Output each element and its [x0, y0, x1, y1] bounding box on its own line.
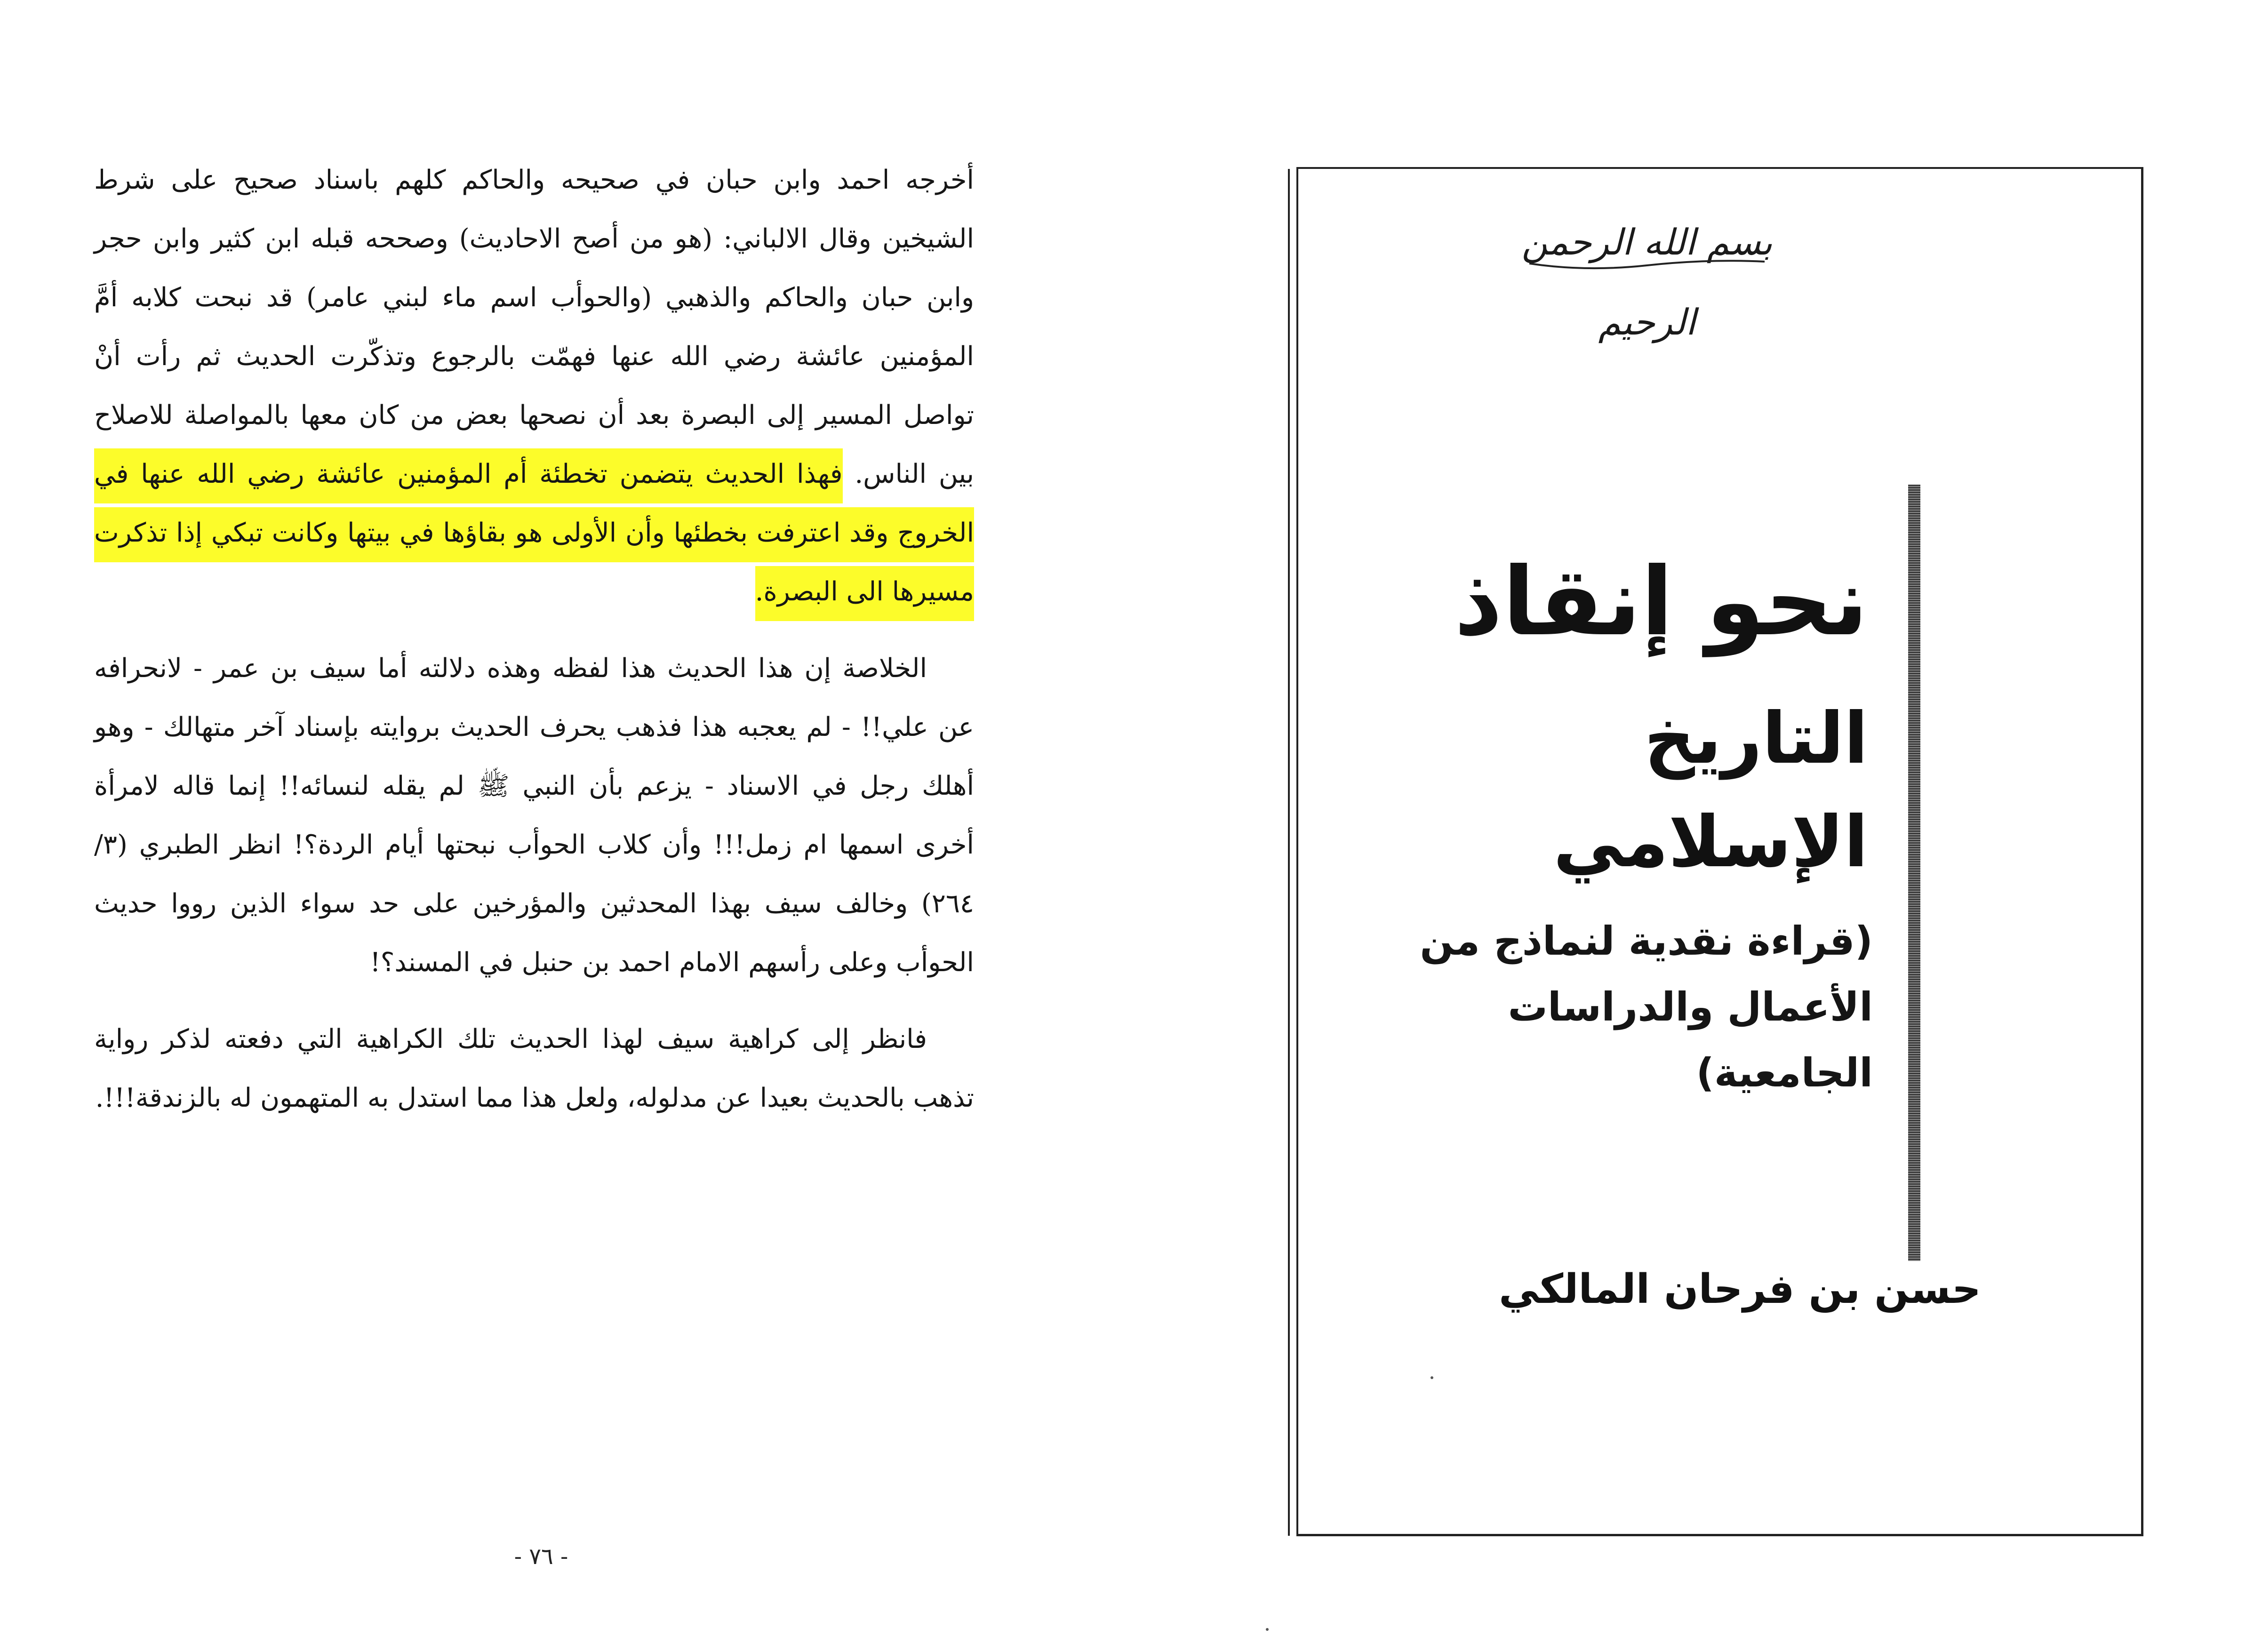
highlighted-passage: فهذا الحديث يتضمن تخطئة أم المؤمنين عائشة رضي الله عنها في الخروج وقد اعترفت بخطئها وأن الأولى هو بقاؤها في بيتها وكانت تبكي إذا تذكرت مسيرها الى البصرة.: [94, 448, 974, 621]
left-page: [94, 141, 974, 1506]
paragraph-2-text: الخلاصة إن هذا الحديث هذا لفظه وهذه دلالته أما سيف بن عمر - لانحرافه عن علي!! - لم يعجبه هذا فذهب يحرف الحديث بروايته بإسناد آخر متهالك - وهو أهلك رجل في الاسناد - يزعم بأن النبي ﷺ لم يقله لنسائه!! إنما قاله لامرأة أخرى اسمها ام زمل!!! وأن كلاب الحوأب نبحتها أيام الردة؟! انظر الطبري (٣/ ٢٦٤) وخالف سيف بهذا المحدثين والمؤرخين على حد سواء الذين رووا حديث الحوأب وعلى رأسهم الامام احمد بن حنبل في المسند؟!: [94, 653, 974, 978]
paragraph-1-text: أخرجه احمد وابن حبان في صحيحه والحاكم كلهم باسناد صحيح على شرط الشيخين وقال الالباني: (هو من أصح الاحاديث) وصححه قبله ابن كثير وابن حجر وابن حبان والحاكم والذهبي (والحوأب اسم ماء لبني عامر) قد نبحت كلابه أمَّ المؤمنين عائشة رضي الله عنها فهمّت بالرجوع وتذكّرت الحديث ثم رأت أنْ تواصل المسير إلى البصرة بعد أن نصحها بعض من كان معها بالمواصلة للاصلاح بين الناس.: [94, 165, 974, 489]
book-title-line-2: التاريخ الإسلامي: [1553, 698, 1868, 883]
basmala-calligraphy: بسم الله الرحمن الرحيم: [1521, 221, 1773, 343]
author-name: حسن بن فرحان المالكي: [1499, 1266, 1981, 1313]
paragraph-3-text: فانظر إلى كراهية سيف لهذا الحديث تلك الكراهية التي دفعته لذكر رواية تذهب بالحديث بعيدا عن مدلوله، ولعل هذا مما استدل به المتهمون له بالزندقة!!!.: [94, 1024, 974, 1113]
calligraphy-swash-icon: [1525, 245, 1769, 273]
scan-speck: [1431, 1376, 1433, 1379]
frame-edge: [1288, 169, 1290, 1536]
subtitle-line-1: (قراءة نقدية لنماذج من: [1420, 918, 1873, 964]
paragraph-3: [94, 1010, 974, 1127]
paragraph-1: [94, 151, 974, 621]
scan-speck: [1266, 1628, 1269, 1631]
book-title: نحو إنقاذ: [1454, 547, 1868, 657]
decorative-vertical-bar: [1908, 485, 1920, 1261]
book-subtitle: [1365, 908, 1873, 1106]
subtitle-line-2: الأعمال والدراسات الجامعية): [1508, 984, 1873, 1096]
page-number: - ٧٦ -: [514, 1543, 568, 1570]
paragraph-2: [94, 639, 974, 992]
